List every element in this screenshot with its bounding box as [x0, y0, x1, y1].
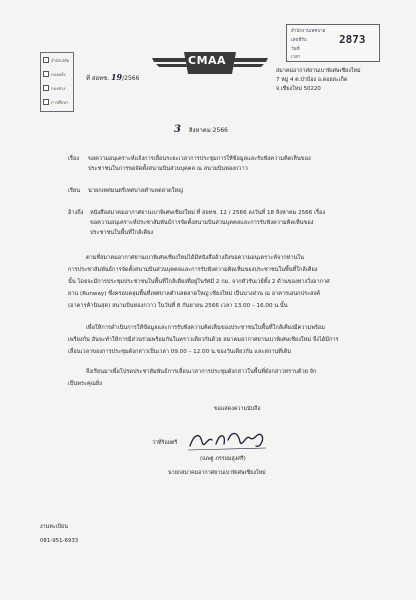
recipient-block — [68, 186, 183, 196]
reference-text: หนังสือสมาคมอากาศยานเบาพิเศษเชียงใหม่ ที่ สอทช. 12 / 2566 ลงวันที่ 18 สิงหาคม 2566 เรื่อง — [90, 210, 326, 216]
ref-number: 19 — [110, 72, 123, 82]
date-month-year: สิงหาคม 2566 — [188, 127, 228, 134]
body-line: นั้น โดยจะมีการประชุมประชาชนในพื้นที่ใกล้เคียงที่อยู่ในรัศมี 2 กม. จากหัวรันเวย์ทั้ง 2 ด้านของทางวิ่งอากาศ — [68, 279, 330, 285]
body-paragraph-3 — [68, 366, 406, 390]
stamp-label: สำนักงานเทศบาล — [291, 29, 326, 34]
reference-label: อ้างถึง — [68, 210, 84, 216]
date-day: 3 — [174, 124, 181, 135]
body-line: การประชาสัมพันธ์การจัดตั้งสนามบินส่วนบุคคลและการรับฟังความคิดเห็นของประชาชนในพื้นที่ใกล้เคียง — [68, 267, 318, 273]
routing-row-label: กองช่าง — [51, 85, 66, 91]
registration-number: 2873 — [339, 33, 366, 46]
body-line: จึงเรียนมาเพื่อโปรดประชาสัมพันธ์การเลื่อนเวลาการประชุมดังกล่าวในพื้นที่ดังกล่าวทราบด้วย จัก — [86, 369, 317, 375]
logo-text: CMAA — [188, 54, 227, 67]
body-line: เพรียงกัน อันจะทำให้การมีส่วนร่วมพร้อมกันในคราวเดียวกันด้วย สมาคมอากาศยานเบาพิเศษเชียงใหม่ จึงได้มีการ — [68, 337, 339, 343]
subject-text: ประชาชนในการขอจัดตั้งสนามบินส่วนบุคคล ณ สนามบินหองกวาว — [88, 166, 248, 172]
body-line: ยาน (Runway) ซึ่งครอบคลุมพื้นที่เทศบาลตำบลตลาดใหญ่ เชียงใหม่ เป็นบางส่วน ณ อาคารเอนกประสงค์ — [68, 291, 321, 297]
routing-row-label: การศึกษา — [51, 99, 69, 105]
reference-text: ขอความอนุเคราะห์ประชาสัมพันธ์การจัดตั้งสนามบินส่วนบุคคลและการรับฟังความคิดเห็นของ — [90, 220, 314, 226]
routing-row — [43, 84, 65, 92]
routing-row-label: กองคลัง — [51, 71, 66, 77]
stamp-label: เวลา — [291, 55, 301, 60]
address-line: สมาคมอากาศยานเบาพิเศษเชียงใหม่ — [276, 68, 361, 74]
subject-label: เรื่อง — [68, 156, 80, 162]
body-line: (อาคารค้านินสุด) สนามบินหองกวาว ในวันที่ 8 กันยายน 2566 เวลา 13.00 – 16.00 น.นั้น — [68, 303, 288, 309]
handwritten-signature — [186, 424, 276, 454]
reference-text: ประชาชนในพื้นที่ใกล้เคียง — [90, 230, 154, 236]
stamp-label: เลขที่รับ — [291, 38, 307, 43]
body-line: เพื่อให้การดำเนินการให้ข้อมูลและการรับฟังความคิดเห็นของประชาชนในพื้นที่ใกล้เคียงมีความพร้อม — [86, 325, 325, 331]
closing-respect: ขอแสดงความนับถือ — [214, 406, 261, 412]
routing-row — [43, 70, 66, 78]
checkbox-icon — [43, 57, 49, 63]
checkbox-icon — [43, 99, 49, 105]
reference-block — [68, 208, 398, 238]
body-paragraph-2 — [68, 322, 406, 358]
receive-stamp-box — [286, 24, 380, 62]
recipient-label: เรียน — [68, 188, 81, 194]
stamp-label: วันที่ — [291, 47, 300, 52]
checkbox-icon — [43, 85, 49, 91]
body-line: เป็นพระคุณยิ่ง — [68, 381, 102, 387]
body-line: เลื่อนเวลาของการประชุมดังกล่าวเป็นเวลา 09.00 – 12.00 น.ของวันเดียวกัน และสถานที่เดิม — [68, 349, 292, 355]
signer-rank: ว่าที่ร้อยตรี — [152, 440, 178, 446]
subject-block — [68, 154, 388, 174]
document-date — [174, 126, 228, 134]
address-line: 7 หมู่ 4 ต.ป่าป้อง อ.ดอยสะเก็ด — [276, 77, 348, 83]
routing-row-label: สำนักปลัด — [51, 57, 70, 63]
sender-address — [276, 68, 361, 93]
routing-row — [43, 98, 68, 106]
recipient-name: นายกเทศมนตรีเทศบาลตำบลตลาดใหญ่ — [88, 188, 183, 194]
subject-text: ขอความอนุเคราะห์แจ้งการเลื่อนระยะเวลาการประชุมการให้ข้อมูลและรับฟังความคิดเห็นของ — [88, 156, 311, 162]
document-reference — [86, 74, 139, 82]
signer-name: (ณพฐ ภรรยมสูงศรี) — [200, 456, 246, 462]
routing-row — [43, 56, 69, 64]
association-logo — [150, 48, 270, 78]
routing-stamp-box — [40, 52, 74, 112]
checkbox-icon — [43, 71, 49, 77]
ref-prefix: ที่ สอทช. — [86, 75, 110, 82]
signer-position: นายกสมาคมอากาศยานเบาพิเศษเชียงใหม่ — [168, 470, 266, 476]
body-line: ตามที่สมาคมอากาศยานเบาพิเศษเชียงใหม่ได้มีหนังสืออ้างถึงขอความอนุเคราะห์จากท่านใน — [86, 255, 304, 261]
footer-phone: 081-951-6933 — [40, 538, 79, 544]
ref-suffix: /2566 — [122, 75, 140, 82]
footer-department: งานทะเบียน — [40, 524, 68, 530]
body-paragraph-1 — [68, 252, 406, 312]
address-line: จ.เชียงใหม่ 50220 — [276, 86, 321, 92]
